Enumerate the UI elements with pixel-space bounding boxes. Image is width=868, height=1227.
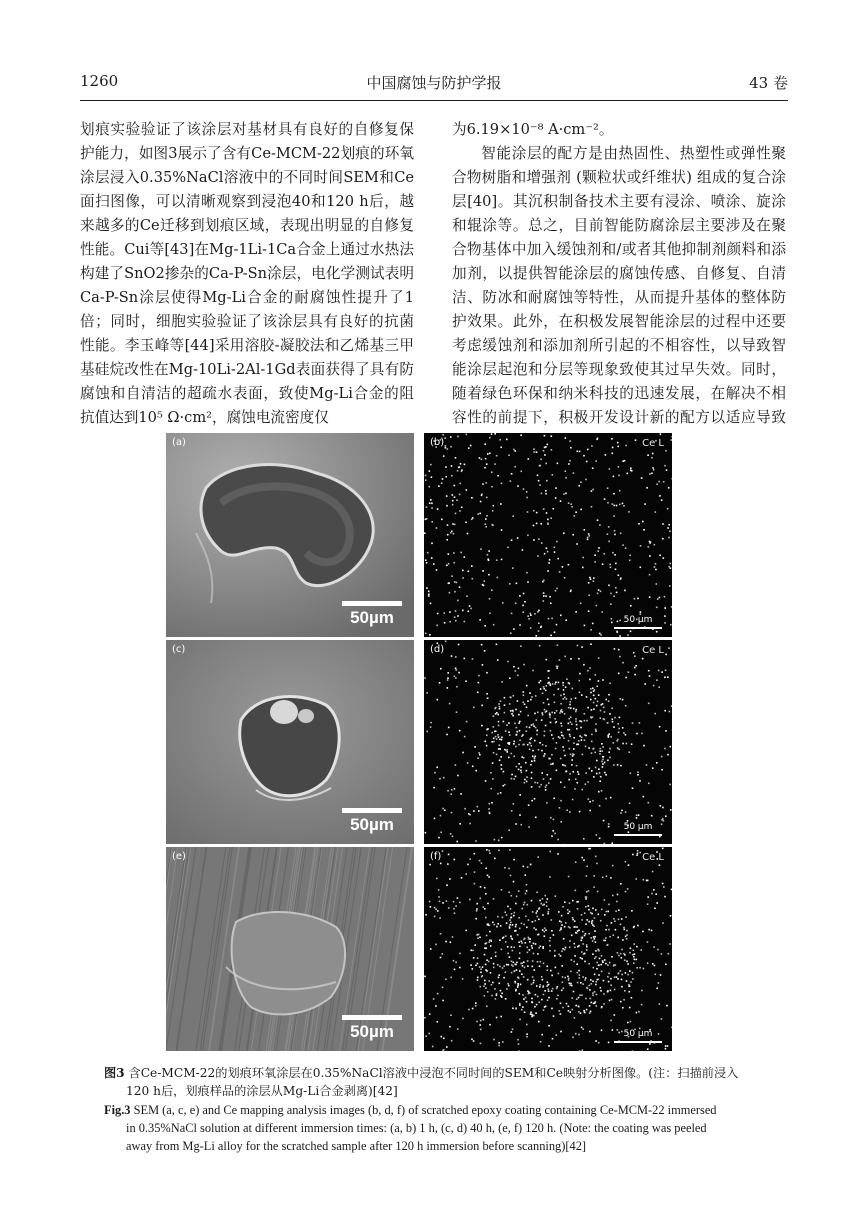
right-column (452, 118, 786, 454)
scale-bar-label-e: 50µm (350, 1022, 394, 1041)
right-column-paragraph: 智能涂层的配方是由热固性、热塑性或弹性聚合物树脂和增强剂 (颗粒状或纤维状) 组成的复合涂层[40]。其沉积制备技术主要有浸涂、喷涂、旋涂和辊涂等。总之，目前智能防腐涂层主要涉及在聚合物基体中加入缓蚀剂和/或者其他抑制剂颜料和添加剂，以提供智能涂层的腐蚀传感、自修复、自清洁、防冰和耐腐蚀等特性，从而提升基体的整体防护效果。此外，在积极发展智能涂层的过程中还要考虑缓蚀剂和添加剂所引起的不相容性，以导致智能涂层起泡和分层等现象致使其过早失效。同时，随着绿色环保和纳米科技的迅速发展，在解决不相容性的前提下，积极开发设计新的配方以适应导致 (452, 145, 786, 426)
scale-bar-d (614, 822, 662, 836)
panel-f-ce-map (424, 847, 672, 1051)
element-label-b: Ce L (642, 438, 664, 449)
ce-map-dots-b (424, 433, 672, 637)
element-label-d: Ce L (642, 645, 664, 656)
caption-en-text: SEM (a, c, e) and Ce mapping analysis images (b, d, f) of scratched epoxy coating containing Ce-MCM-22 immersed (133, 1103, 717, 1117)
ce-map-dots-f (424, 847, 672, 1051)
journal-title: 中国腐蚀与防护学报 (366, 74, 502, 92)
scale-bar-label-c: 50µm (350, 815, 394, 834)
scale-bar-label-d: 50 µm (623, 822, 653, 832)
scale-bar-b (614, 615, 662, 629)
panel-label-e: (e) (172, 851, 186, 862)
scale-bar-label-a: 50µm (350, 608, 394, 627)
figure-caption-cn (104, 1064, 772, 1100)
panel-label-d: (d) (430, 644, 445, 655)
scale-bar-label-b: 50 µm (623, 615, 653, 625)
right-column-first-line: 为6.19×10⁻⁸ A·cm⁻²。 (452, 121, 614, 138)
running-header (80, 68, 788, 96)
header-rule (80, 100, 788, 101)
panel-c-sem-image (166, 640, 414, 844)
element-label-f: Ce L (642, 852, 664, 863)
scale-bar-c (342, 808, 402, 834)
scale-bar-label-f: 50 µm (623, 1029, 653, 1039)
caption-cn-label: 图3 (104, 1066, 125, 1080)
caption-en-label: Fig.3 (104, 1103, 131, 1117)
panel-label-f: (f) (430, 851, 442, 862)
left-column-text: 划痕实验验证了该涂层对基材具有良好的自修复保护能力，如图3展示了含有Ce-MCM-22划痕的环氧涂层浸入0.35%NaCl溶液中的不同时间SEM和Ce面扫图像，可以清晰观察到浸泡40和120 h后，越来越多的Ce迁移到划痕区域，表现出明显的自修复性能。Cui等[43]在Mg-1Li-1Ca合金上通过水热法构建了SnO2掺杂的Ca-P-Sn涂层，电化学测试表明Ca-P-Sn涂层使得Mg-Li合金的耐腐蚀性提升了1倍；同时，细胞实验验证了该涂层具有良好的抗菌性能。李玉峰等[44]采用溶胶-凝胶法和乙烯基三甲基硅烷改性在Mg-10Li-2Al-1Gd表面获得了具有防腐蚀和自清洁的超疏水表面，致使Mg-Li合金的阻抗值达到10⁵ Ω·cm²，腐蚀电流密度仅 (80, 121, 414, 426)
panel-label-c: (c) (172, 644, 186, 655)
panel-e-sem-image (166, 847, 414, 1051)
figure-caption-en (104, 1101, 772, 1155)
left-column (80, 118, 414, 430)
caption-en-cont-1: in 0.35%NaCl solution at different immersion times: (a, b) 1 h, (c, d) 40 h, (e, f) 120 h. (Note: the coating was peeled (126, 1121, 707, 1135)
caption-cn-text: 含Ce-MCM-22的划痕环氧涂层在0.35%NaCl溶液中浸泡不同时间的SEM和Ce映射分析图像。(注：扫描前浸入 (128, 1066, 739, 1080)
caption-cn-cont: 120 h后，划痕样品的涂层从Mg-Li合金剥离)[42] (126, 1084, 398, 1098)
figure-3 (166, 433, 702, 1051)
scale-bar-f (614, 1029, 662, 1043)
volume-label: 43 卷 (749, 74, 788, 92)
page-number: 1260 (80, 72, 119, 90)
scale-bar-a (342, 601, 402, 627)
panel-label-b: (b) (430, 437, 445, 448)
scale-bar-e (342, 1015, 402, 1041)
ce-map-dots-d (424, 640, 672, 844)
panel-label-a: (a) (172, 437, 186, 448)
panel-a-sem-image (166, 433, 414, 637)
caption-en-cont-2: away from Mg-Li alloy for the scratched sample after 120 h immersion before scanning)[42] (126, 1139, 587, 1153)
panel-d-ce-map (424, 640, 672, 844)
panel-b-ce-map (424, 433, 672, 637)
